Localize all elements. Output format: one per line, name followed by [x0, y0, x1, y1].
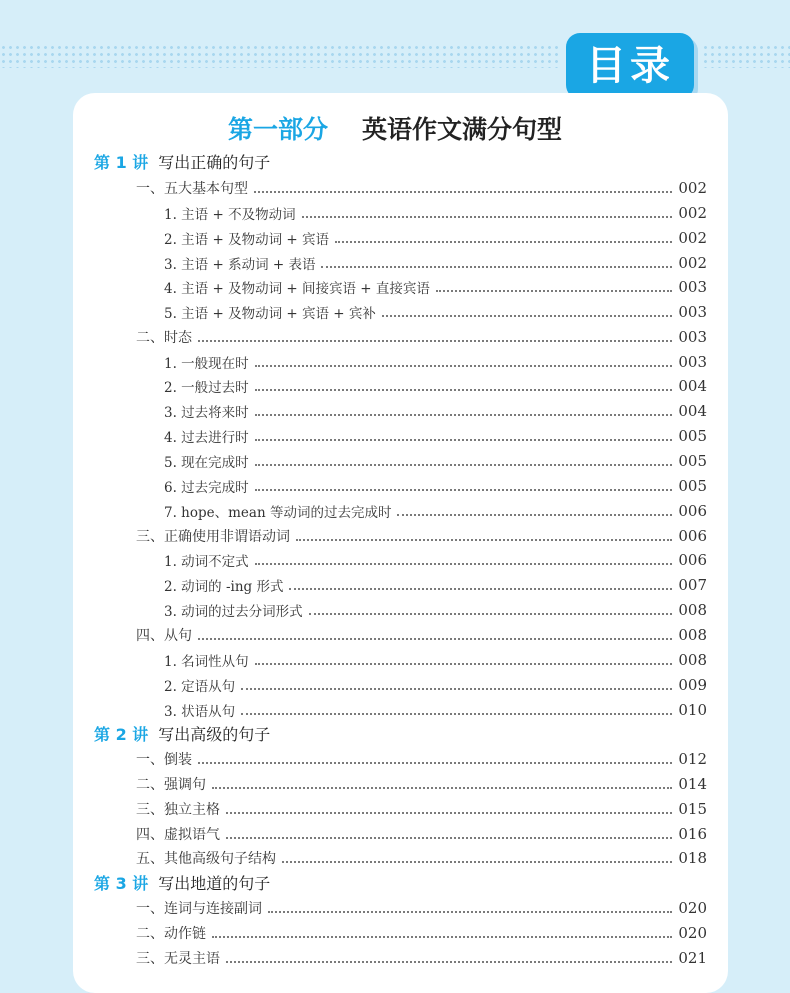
toc-page-number: 002: [678, 254, 707, 272]
toc-entry-label: 三、正确使用非谓语动词: [136, 529, 290, 545]
lesson-number: 第 1 讲: [94, 153, 149, 172]
toc-entry-label: 4. 过去进行时: [164, 430, 249, 446]
toc-entry[interactable]: [164, 548, 707, 572]
toc-page-number: 007: [678, 576, 707, 594]
dot-leader: [255, 365, 673, 367]
toc-entry[interactable]: [136, 846, 707, 870]
dot-leader: [226, 812, 672, 814]
dot-leader: [255, 489, 673, 491]
toc-page-number: 005: [678, 427, 707, 445]
toc-entry[interactable]: [164, 424, 707, 448]
toc-entry-label: 3. 过去将来时: [164, 405, 249, 421]
dot-leader: [302, 216, 673, 218]
toc-page-number: 004: [678, 402, 707, 420]
lesson-heading[interactable]: [94, 150, 270, 173]
dot-leader: [241, 713, 672, 715]
dot-leader: [296, 539, 672, 541]
lesson-title: 写出地道的句子: [158, 874, 271, 893]
toc-page-number: 003: [678, 303, 707, 321]
toc-page-number: 021: [678, 949, 707, 967]
dot-leader: [335, 241, 672, 243]
toc-entry[interactable]: [164, 399, 707, 423]
toc-entry-label: 7. hope、mean 等动词的过去完成时: [164, 505, 392, 521]
toc-page-number: 015: [678, 800, 707, 818]
toc-entry-label: 1. 主语 + 不及物动词: [164, 207, 296, 223]
dot-leader: [436, 290, 673, 292]
toc-entry[interactable]: [136, 623, 707, 647]
toc-entry[interactable]: [164, 201, 707, 225]
toc-entry-label: 1. 一般现在时: [164, 356, 249, 372]
toc-page-number: 018: [678, 849, 707, 867]
toc-page-number: 016: [678, 825, 707, 843]
toc-entry-label: 一、五大基本句型: [136, 181, 248, 197]
toc-page-number: 002: [678, 179, 707, 197]
toc-page-number: 003: [678, 278, 707, 296]
toc-page-number: 003: [678, 328, 707, 346]
toc-entry[interactable]: [164, 648, 707, 672]
toc-entry[interactable]: [164, 499, 707, 523]
toc-page-number: 003: [678, 353, 707, 371]
lesson-heading[interactable]: [94, 722, 270, 745]
toc-page-number: 005: [678, 477, 707, 495]
toc-page-number: 010: [678, 701, 707, 719]
dot-leader: [321, 266, 672, 268]
toc-page-number: 006: [678, 502, 707, 520]
toc-page-number: 008: [678, 651, 707, 669]
toc-page-number: 005: [678, 452, 707, 470]
toc-entry[interactable]: [136, 822, 707, 846]
toc-page-number: 008: [678, 601, 707, 619]
dot-leader: [255, 464, 673, 466]
dot-leader: [255, 389, 673, 391]
dot-leader: [254, 191, 672, 193]
toc-entry[interactable]: [164, 573, 707, 597]
toc-entry[interactable]: [164, 275, 707, 299]
decorative-dots-left: [0, 44, 560, 68]
dot-leader: [309, 613, 673, 615]
lesson-number: 第 3 讲: [94, 874, 149, 893]
toc-entry[interactable]: [136, 772, 707, 796]
toc-entry-label: 3. 主语 + 系动词 + 表语: [164, 257, 316, 273]
toc-entry-label: 4. 主语 + 及物动词 + 间接宾语 + 直接宾语: [164, 281, 430, 297]
toc-page-number: 002: [678, 204, 707, 222]
toc-entry-label: 5. 主语 + 及物动词 + 宾语 + 宾补: [164, 306, 376, 322]
dot-leader: [255, 663, 673, 665]
dot-leader: [382, 315, 673, 317]
toc-entry-label: 2. 定语从句: [164, 679, 236, 695]
toc-entry[interactable]: [136, 176, 707, 200]
dot-leader: [212, 787, 672, 789]
dot-leader: [198, 638, 672, 640]
toc-entry[interactable]: [136, 747, 707, 771]
toc-page-number: 020: [678, 924, 707, 942]
toc-entry[interactable]: [164, 251, 707, 275]
toc-entry-label: 二、强调句: [136, 777, 206, 793]
toc-page-number: 006: [678, 551, 707, 569]
contents-badge: 目录: [566, 33, 694, 99]
toc-entry[interactable]: [136, 921, 707, 945]
dot-leader: [198, 762, 672, 764]
toc-entry-label: 1. 名词性从句: [164, 654, 249, 670]
part-name: 英语作文满分句型: [362, 115, 563, 144]
toc-entry[interactable]: [136, 524, 707, 548]
toc-page-number: 009: [678, 676, 707, 694]
toc-page-number: 012: [678, 750, 707, 768]
part-title: [0, 110, 790, 146]
dot-leader: [255, 563, 673, 565]
toc-entry[interactable]: [136, 797, 707, 821]
toc-page-number: 002: [678, 229, 707, 247]
toc-entry-label: 6. 过去完成时: [164, 480, 249, 496]
dot-leader: [226, 961, 672, 963]
toc-entry-label: 四、虚拟语气: [136, 827, 220, 843]
toc-entry[interactable]: [164, 374, 707, 398]
toc-entry[interactable]: [164, 300, 707, 324]
part-number: 第一部分: [227, 115, 328, 144]
toc-entry-label: 一、连词与连接副词: [136, 901, 262, 917]
toc-entry-label: 三、独立主格: [136, 802, 220, 818]
toc-entry[interactable]: [136, 896, 707, 920]
lesson-title: 写出高级的句子: [158, 725, 271, 744]
toc-entry-label: 三、无灵主语: [136, 951, 220, 967]
toc-entry[interactable]: [164, 474, 707, 498]
toc-entry[interactable]: [164, 350, 707, 374]
toc-entry[interactable]: [136, 325, 707, 349]
toc-page-number: 008: [678, 626, 707, 644]
toc-entry-label: 2. 动词的 -ing 形式: [164, 579, 284, 595]
lesson-heading[interactable]: [94, 871, 270, 894]
dot-leader: [226, 837, 672, 839]
toc-entry-label: 3. 状语从句: [164, 704, 236, 720]
dot-leader: [255, 439, 673, 441]
decorative-dots-right: [702, 44, 790, 68]
toc-entry-label: 1. 动词不定式: [164, 554, 249, 570]
dot-leader: [255, 414, 673, 416]
toc-entry-label: 二、动作链: [136, 926, 206, 942]
toc-page-number: 020: [678, 899, 707, 917]
dot-leader: [289, 588, 672, 590]
toc-entry-label: 四、从句: [136, 628, 192, 644]
toc-page-number: 006: [678, 527, 707, 545]
toc-entry[interactable]: [164, 449, 707, 473]
dot-leader: [241, 688, 672, 690]
toc-entry-label: 五、其他高级句子结构: [136, 851, 276, 867]
dot-leader: [282, 861, 672, 863]
dot-leader: [198, 340, 672, 342]
toc-entry-label: 2. 一般过去时: [164, 380, 249, 396]
toc-page-number: 014: [678, 775, 707, 793]
toc-entry[interactable]: [164, 673, 707, 697]
toc-entry-label: 二、时态: [136, 330, 192, 346]
toc-entry-label: 5. 现在完成时: [164, 455, 249, 471]
toc-entry-label: 3. 动词的过去分词形式: [164, 604, 303, 620]
dot-leader: [212, 936, 672, 938]
dot-leader: [397, 514, 672, 516]
toc-entry[interactable]: [164, 598, 707, 622]
lesson-number: 第 2 讲: [94, 725, 149, 744]
toc-entry[interactable]: [164, 698, 707, 722]
dot-leader: [268, 911, 672, 913]
toc-entry-label: 一、倒装: [136, 752, 192, 768]
toc-entry-label: 2. 主语 + 及物动词 + 宾语: [164, 232, 329, 248]
toc-entry[interactable]: [164, 226, 707, 250]
toc-page-number: 004: [678, 377, 707, 395]
lesson-title: 写出正确的句子: [158, 153, 271, 172]
toc-entry[interactable]: [136, 946, 707, 970]
